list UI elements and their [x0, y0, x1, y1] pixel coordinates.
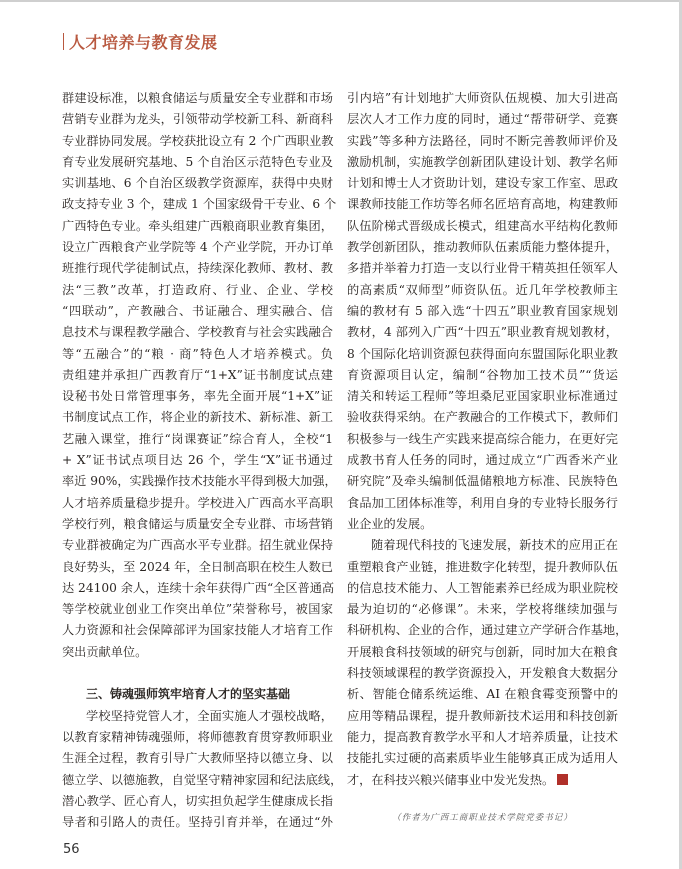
text-line: 以教育家精神铸魂强师，将师德教育贯穿教师职业	[62, 729, 333, 744]
text-line: 应用等精品课程，提升教师新技术运用和科技创新	[347, 708, 618, 723]
text-line: 等“五融合”的“粮 · 商”特色人才培养模式。负	[62, 346, 333, 361]
text-line: 达 24100 余人，连续十余年获得广西“全区普通高	[62, 580, 335, 595]
text-line: 教材，4 部列入广西“十四五”职业教育规划教材，	[347, 325, 618, 340]
text-line: 营销专业群为龙头，引领带动学校新工科、新商科	[62, 112, 333, 127]
text-line: 群建设标准，以粮食储运与质量安全专业群和市场	[62, 91, 333, 105]
paragraph	[62, 706, 343, 834]
text-line: 学校行列，粮食储运与质量安全专业群、市场营销	[62, 516, 333, 531]
text-line: 专业群被确定为广西高水平专业群。招生就业保持	[62, 538, 333, 553]
seal-icon	[557, 774, 568, 785]
section-header	[63, 30, 218, 53]
text-line: 编的教材有 5 部入选“十四五”职业教育国家规划	[347, 303, 618, 318]
text-line: 层次人才工作力度的同时，通过“帮带研学、竞赛	[347, 112, 618, 127]
text-line: 技能扎实过硬的高素质毕业生能够真正成为适用人	[347, 751, 618, 766]
text-line: 随着现代科技的飞速发展，新技术的应用正在	[371, 538, 618, 553]
text-line: 的高素质“双师型”师资队伍。近几年学校教师主	[347, 282, 618, 297]
text-line: 才，在科技兴粮兴储事业中发光发热。	[347, 770, 618, 791]
text-line: 等学校就业创业工作突出单位”荣誉称号，被国家	[62, 602, 333, 617]
text-line: 清关和转运工程师”等坦桑尼亚国家职业标准通过	[347, 389, 618, 404]
text-line: 能力，提高教育教学水平和人才培养质量，让技术	[347, 729, 618, 744]
page-number: 56	[63, 842, 80, 857]
text-line: 业企业的发展。	[347, 516, 433, 531]
text-line: 责组建并承担广西教育厅“1+X”证书制度试点建	[62, 367, 333, 382]
text-line: 8 个国际化培训资源包获得面向东盟国际化职业教	[347, 346, 618, 361]
text-line: 班推行现代学徒制试点，持续深化教师、教材、教	[62, 261, 333, 276]
text-line: 教学创新团队，推动教师队伍素质能力整体提升，	[347, 240, 618, 255]
text-line: 激励机制，实施教学创新团队建设计划、教学名师	[347, 154, 618, 169]
text-line: + X”证书试点项目达 26 个，学生“X”证书通过	[62, 453, 333, 468]
right-column	[347, 88, 628, 791]
text-line: “四联动”，产教融合、书证融合、理实融合、信	[62, 303, 333, 318]
text-line: 研究院”及牵头编制低温储粮地方标准、民族特色	[347, 474, 618, 489]
text-line: 多措并举着力打造一支以行业骨干精英担任领军人	[347, 261, 618, 276]
text-line: 的信息技术能力、人工智能素养已经成为职业院校	[347, 580, 618, 595]
text-line: 突出贡献单位。	[62, 644, 148, 659]
text-line: 实训基地、6 个自治区级教学资源库，获得中央财	[62, 176, 333, 191]
text-line: 引内培”有计划地扩大师资队伍规模、加大引进高	[347, 91, 618, 105]
text-line: 计划和博士人才资助计划，建设专家工作室、思政	[347, 176, 618, 191]
text-line: 重塑粮食产业链，推进数字化转型，提升教师队伍	[347, 559, 618, 574]
text-line: 食品加工团体标准等，利用自身的专业特长服务行	[347, 495, 618, 510]
spacer	[62, 663, 333, 684]
text-line: 实践”等多种方法路径，同时不断完善教师评价及	[347, 133, 618, 148]
paragraph	[347, 88, 618, 535]
text-line: 验收获得采纳。在产教融合的工作模式下，教师们	[347, 410, 618, 425]
paragraph	[347, 535, 628, 791]
text-line: 课教师技能工作坊等名师名匠培育高地，构建教师	[347, 197, 618, 212]
text-line: 学校坚持党管人才，全面实施人才强校战略，	[86, 708, 333, 723]
text-line: 法“三教”改革，打造政府、行业、企业、学校	[62, 282, 333, 297]
text-line: 广西特色专业。牵头组建广西粮商职业教育集团，	[62, 218, 333, 233]
text-line: 队伍阶梯式晋级成长模式，组建高水平结构化教师	[347, 218, 618, 233]
text-line: 生涯全过程，教育引导广大教师坚持以德立身、以	[62, 751, 333, 766]
text-line: 潜心教学、匠心育人，切实担负起学生健康成长指	[62, 793, 333, 808]
text-line: 导者和引路人的责任。坚持引育并举，在通过“外	[62, 815, 333, 830]
page-frame-top	[0, 0, 682, 2]
text-line: 科研机构、企业的合作，通过建立产学研合作基地，	[347, 623, 628, 638]
text-line: 设立广西粮食产业学院等 4 个产业学院，开办订单	[62, 240, 334, 255]
text-line: 积极参与一线生产实践来提高综合能力，在更好完	[347, 431, 618, 446]
text-line: 书制度试点工作，将企业的新技术、新标准、新工	[62, 410, 333, 425]
text-line: 科技领域课程的教学资源投入，开发粮食大数据分	[347, 666, 618, 681]
left-column	[62, 88, 343, 833]
text-line: 人力资源和社会保障部评为国家技能人才培育工作	[62, 623, 333, 638]
text-line: 率近 90%，实践操作技术技能水平得到极大加强，	[62, 474, 337, 489]
header-rule	[63, 33, 64, 50]
text-line: 良好势头，至 2024 年，全日制高职在校生人数已	[62, 559, 333, 574]
text-line: 德立学、以德施教，自觉坚守精神家园和纪法底线，	[62, 772, 343, 787]
text-line: 最为迫切的“必修课”。未来，学校将继续加强与	[347, 602, 618, 617]
text-line: 育专业发展研究基地、5 个自治区示范特色专业及	[62, 154, 333, 169]
section-heading: 三、铸魂强师筑牢培育人才的坚实基础	[86, 687, 291, 702]
text-line: 设秘书处日常管理事务，率先全面开展“1+X”证	[62, 389, 333, 404]
paragraph	[62, 88, 337, 663]
text-line: 艺融入课堂，推行“岗课赛证”综合育人，全校“1	[62, 431, 333, 446]
text-line: 成教书育人任务的同时，通过成立“广西香米产业	[347, 453, 618, 468]
text-line: 开展粮食科技领域的研究与创新，同时加大在粮食	[347, 644, 618, 659]
section-title: 人才培养与教育发展	[69, 33, 218, 52]
author-note: （作者为广西工商职业技术学院党委书记）	[392, 813, 573, 823]
text-line: 息技术与课程教学融合、学校教育与社会实践融合	[62, 325, 333, 340]
text-line: 育资源项目认定，编制“谷物加工技术员”“货运	[347, 367, 618, 382]
text-line: 专业群协同发展。学校获批设立有 2 个广西职业教	[62, 133, 334, 148]
text-line: 析、智能仓储系统运维、AI 在粮食霉变预警中的	[347, 687, 618, 702]
text-line: 人才培养质量稳步提升。学校进入广西高水平高职	[62, 495, 333, 510]
text-line: 政支持专业 3 个，建成 1 个国家级骨干专业、6 个	[62, 197, 337, 212]
